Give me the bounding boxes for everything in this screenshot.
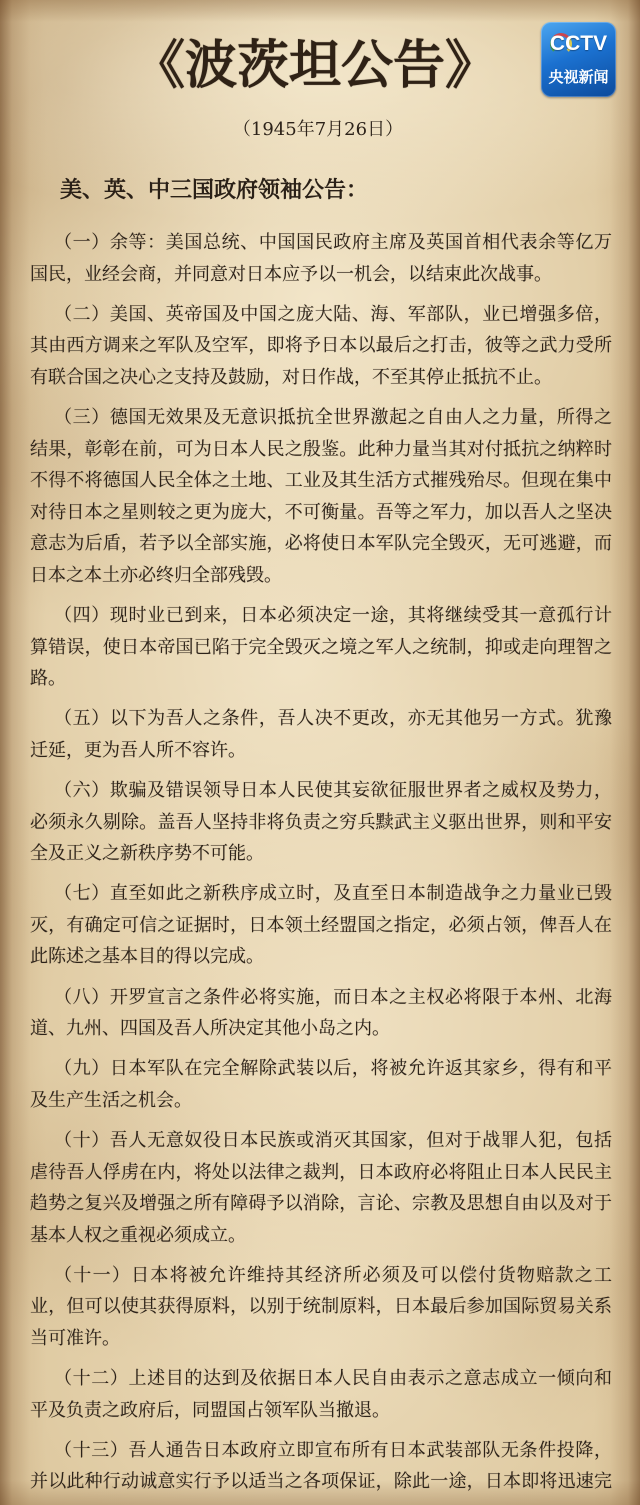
clause-9: [30, 1053, 612, 1116]
document-heading: 美、英、中三国政府领袖公告：: [60, 177, 369, 203]
logo-brand: CCTV: [549, 32, 608, 55]
clause-line: （四）现时业已到来，日本必须决定一途，其将继续受其一意孤行计: [54, 605, 612, 627]
clause-line: （八）开罗宣言之条件必将实施，而日本之主权必将限于本州、北海: [54, 986, 612, 1008]
clause-line: 基本人权之重视必须成立。: [30, 1224, 246, 1246]
clause-1: [30, 227, 612, 290]
clause-line: （十）吾人无意奴役日本民族或消灭其国家，但对于战罪人犯，包括: [54, 1129, 612, 1151]
clause-2: [30, 299, 612, 394]
clause-4: [30, 600, 612, 695]
clause-line: （三）德国无效果及无意识抵抗全世界激起之自由人之力量，所得之: [54, 406, 612, 428]
clause-12: [30, 1363, 612, 1426]
clause-line: 必须永久剔除。盖吾人坚持非将负责之穷兵黩武主义驱出世界，则和平安: [30, 811, 612, 833]
clause-line: 日本之本土亦必终归全部残毁。: [30, 564, 282, 586]
document-title: 《波茨坦公告》: [132, 35, 497, 96]
clause-line: （十三）吾人通告日本政府立即宣布所有日本武装部队无条件投降，: [54, 1439, 612, 1461]
clause-line: 趋势之复兴及增强之所有障碍予以消除，言论、宗教及思想自由以及对于: [30, 1193, 612, 1215]
clause-8: [30, 982, 612, 1045]
clause-line: 灭，有确定可信之证据时，日本领土经盟国之指定，必须占领，俾吾人在: [30, 914, 612, 936]
clause-line: 对待日本之星则较之更为庞大，不可衡量。吾等之军力，加以吾人之坚决: [30, 501, 612, 523]
clause-line: 道、九州、四国及吾人所决定其他小岛之内。: [30, 1018, 390, 1040]
clause-line: 其由西方调来之军队及空军，即将予日本以最后之打击，彼等之武力受所: [30, 335, 612, 357]
clause-line: 结果，彰彰在前，可为日本人民之殷鉴。此种力量当其对付抵抗之纳粹时: [30, 438, 612, 460]
clause-line: （十一）日本将被允许维持其经济所必须及可以偿付货物赔款之工: [54, 1264, 612, 1286]
clause-line: 路。: [30, 668, 66, 690]
document-date: （1945年7月26日）: [232, 119, 404, 140]
clause-line: 算错误，使日本帝国已陷于完全毁灭之境之军人之统制，抑或走向理智之: [30, 636, 612, 658]
clause-11: [30, 1260, 612, 1355]
clause-line: （十二）上述目的达到及依据日本人民自由表示之意志成立一倾向和: [54, 1368, 612, 1390]
clause-line: 此陈述之基本目的得以完成。: [30, 946, 264, 968]
clause-line: （一）余等：美国总统、中国国民政府主席及英国首相代表余等亿万: [54, 232, 612, 253]
clause-line: 迁延，更为吾人所不容许。: [30, 739, 246, 761]
logo-caption: 央视新闻: [548, 68, 609, 86]
clause-line: （二）美国、英帝国及中国之庞大陆、海、军部队，业已增强多倍，: [54, 303, 612, 325]
clause-line: 全及正义之新秩序势不可能。: [30, 843, 264, 865]
clause-line: 及生产生活之机会。: [30, 1089, 192, 1111]
clause-line: 并以此种行动诚意实行予以适当之各项保证，除此一途，日本即将迅速完: [30, 1471, 612, 1493]
clause-line: 不得不将德国人民全体之土地、工业及其生活方式摧残殆尽。但现在集中: [30, 470, 612, 492]
clause-line: 业，但可以使其获得原料，以别于统制原料，日本最后参加国际贸易关系: [30, 1296, 612, 1318]
clause-6: [30, 775, 612, 870]
cctv-news-logo: [541, 22, 616, 97]
clause-5: [30, 703, 612, 766]
clause-line: 国民，业经会商，并同意对日本应予以一机会，以结束此次战事。: [30, 263, 552, 285]
clause-line: 有联合国之决心之支持及鼓励，对日作战，不至其停止抵抗不止。: [30, 366, 552, 388]
clause-line: （六）欺骗及错误领导日本人民使其妄欲征服世界者之威权及势力，: [54, 780, 612, 801]
clause-line: （七）直至如此之新秩序成立时，及直至日本制造战争之力量业已毁: [54, 883, 612, 905]
clause-7: [30, 878, 612, 973]
clause-3: [30, 402, 612, 592]
clause-line: （九）日本军队在完全解除武装以后，将被允许返其家乡，得有和平: [54, 1058, 612, 1080]
clause-line: 当可准许。: [30, 1328, 120, 1349]
clause-line: 意志为后盾，若予以全部实施，必将使日本军队完全毁灭，无可逃避，而: [30, 533, 612, 555]
clause-10: [30, 1125, 612, 1251]
clause-line: 平及负责之政府后，同盟国占领军队当撤退。: [30, 1399, 390, 1421]
clause-13: [30, 1435, 612, 1498]
clause-line: 虐待吾人俘虏在内，将处以法律之裁判，日本政府必将阻止日本人民民主: [30, 1161, 612, 1183]
clause-line: （五）以下为吾人之条件，吾人决不更改，亦无其他另一方式。犹豫: [54, 708, 612, 730]
document-body: [30, 227, 612, 1498]
